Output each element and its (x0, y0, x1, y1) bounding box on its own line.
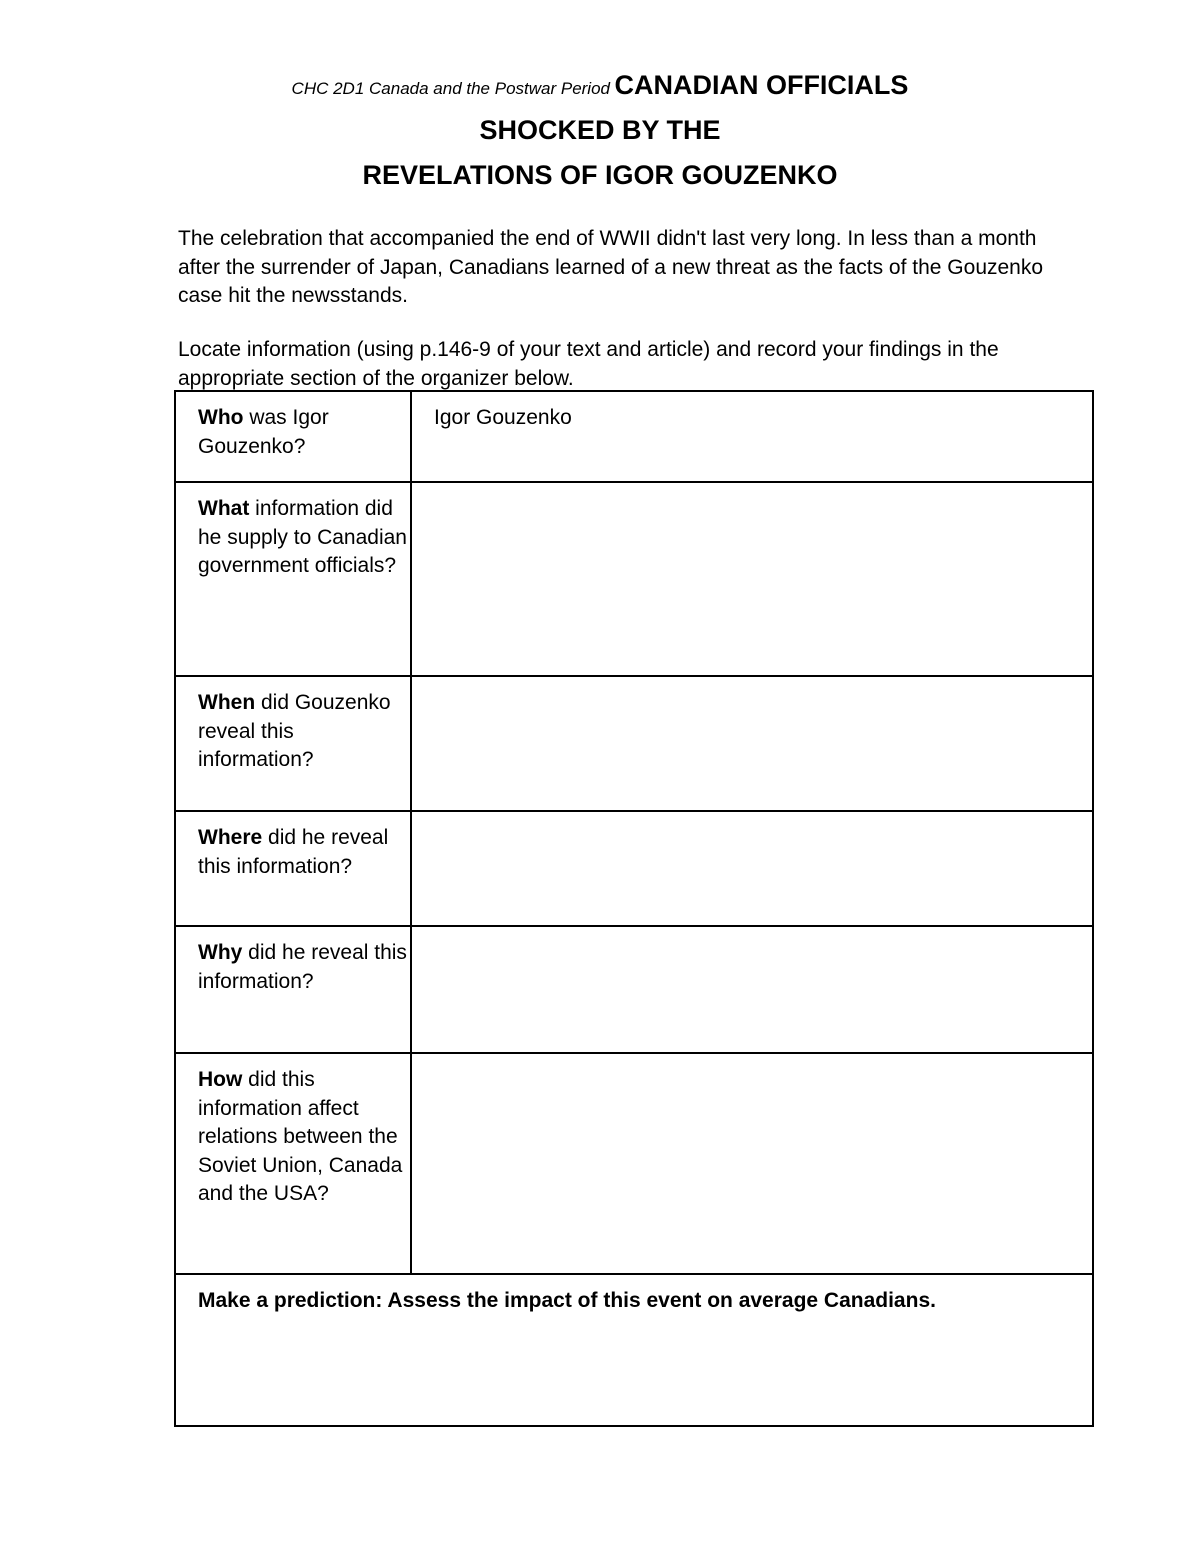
answer-text: Igor Gouzenko (434, 406, 572, 429)
question-cell (175, 811, 411, 926)
question-cell (175, 482, 411, 676)
organizer-row-how (175, 1053, 1093, 1274)
answer-cell[interactable] (411, 926, 1093, 1053)
organizer-row-why (175, 926, 1093, 1053)
organizer-row-who (175, 391, 1093, 482)
prediction-prompt: Make a prediction: Assess the impact of this event on average Canadians. (198, 1289, 936, 1312)
course-label: CHC 2D1 Canada and the Postwar Period (291, 79, 610, 98)
intro-paragraph: The celebration that accompanied the end of WWII didn't last very long. In less than a month after the surrender of Japan, Canadians learned of a new threat as the facts of the Gouzenko case hit the newsstands. (178, 227, 1044, 307)
answer-cell[interactable] (411, 811, 1093, 926)
question-text: did Gouzenko reveal this information? (198, 691, 391, 771)
title-line-1 (0, 70, 1200, 101)
answer-cell[interactable] (411, 1053, 1093, 1274)
organizer-row-when (175, 676, 1093, 811)
graphic-organizer-table (174, 390, 1094, 1427)
question-cell (175, 926, 411, 1053)
question-text: did this information affect relations between the Soviet Union, Canada and the USA? (198, 1068, 403, 1205)
headline-part-2: SHOCKED BY THE (479, 115, 721, 145)
question-keyword: Why (198, 941, 243, 964)
question-keyword: What (198, 497, 250, 520)
question-text: was Igor Gouzenko? (198, 406, 329, 458)
answer-cell[interactable] (411, 676, 1093, 811)
instructions-paragraph: Locate information (using p.146-9 of your text and article) and record your findings in the appropriate section of the organizer below. (178, 338, 999, 390)
question-keyword: Who (198, 406, 244, 429)
headline-part-3: REVELATIONS OF IGOR GOUZENKO (362, 160, 838, 190)
question-text: information did he supply to Canadian government officials? (198, 497, 407, 577)
question-keyword: Where (198, 826, 263, 849)
question-cell (175, 1053, 411, 1274)
question-keyword: How (198, 1068, 243, 1091)
organizer-row-what (175, 482, 1093, 676)
organizer-row-where (175, 811, 1093, 926)
answer-cell[interactable] (411, 391, 1093, 482)
question-cell (175, 391, 411, 482)
question-text: did he reveal this information? (198, 826, 389, 878)
prediction-cell[interactable] (175, 1274, 1093, 1426)
organizer-row-prediction (175, 1274, 1093, 1426)
question-text: did he reveal this information? (198, 941, 407, 993)
headline-part-1: CANADIAN OFFICIALS (614, 70, 909, 100)
question-cell (175, 676, 411, 811)
question-keyword: When (198, 691, 256, 714)
answer-cell[interactable] (411, 482, 1093, 676)
